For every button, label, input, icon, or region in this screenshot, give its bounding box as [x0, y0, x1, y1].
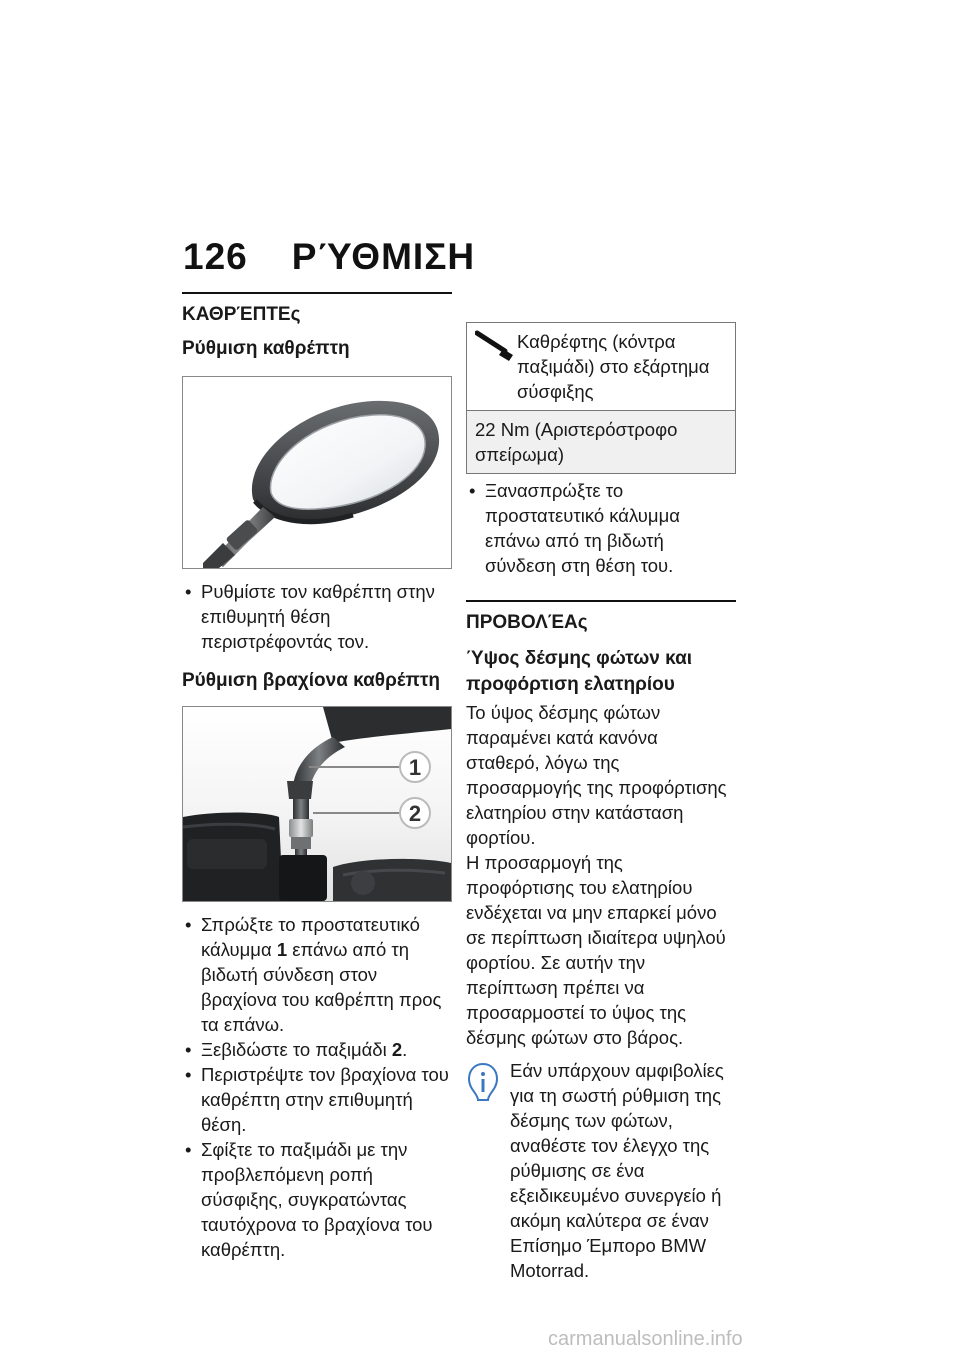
- mirror-illustration: [183, 377, 451, 568]
- left-column: [182, 292, 452, 1262]
- mirror-adjust-steps: [182, 579, 452, 654]
- step-text: Σπρώξτε το προστατευτικό κάλυμμα: [201, 914, 420, 960]
- torque-spec-label-row: [467, 323, 735, 410]
- step-text: Ξεβιδώστε το παξιμάδι: [201, 1039, 392, 1060]
- paragraph-beam-1: Το ύψος δέσμης φώτων παραμένει κατά κανόνα σταθερό, λόγω της προσαρμογής της προφόρτισης ελατηρίου στην κατάσταση φορτίου.: [466, 702, 727, 848]
- list-item: [182, 912, 452, 1037]
- wrench-icon: [475, 329, 515, 363]
- info-note: [466, 1058, 736, 1283]
- reassembly-step: [466, 478, 736, 578]
- step-text: Περιστρέψτε τον βραχίονα του καθρέπτη στην επιθυμητή θέση.: [201, 1064, 449, 1135]
- section-title-mirrors: ΚΑΘΡΈΠΤΕς: [182, 304, 301, 325]
- torque-spec-box: [466, 322, 736, 474]
- subtitle-arm-adjust: Ρύθμιση βραχίονα καθρέπτη: [182, 670, 441, 691]
- section-rule: [466, 600, 736, 602]
- right-column: [466, 322, 736, 1283]
- list-item: [182, 1137, 452, 1262]
- mirror-figure: [182, 376, 452, 569]
- mirror-arm-illustration: [183, 707, 451, 901]
- step-text: .: [402, 1039, 408, 1060]
- callout-label-2: 2: [408, 801, 422, 826]
- mirror-arm-figure: [182, 706, 452, 902]
- callout-label-1: 1: [408, 755, 422, 780]
- paragraph-beam-2: Η προσαρμογή της προφόρτισης του ελατηρίου ενδέχεται να μην επαρκεί μόνο σε περίπτωση ιδιαίτερα υψηλού φορτίου. Σε αυτήν την περίπτωση πρέπει να προσαρμοστεί το ύψος της δέσμης φώτων στο βάρος.: [466, 852, 726, 1048]
- page-header: [183, 236, 475, 278]
- info-icon: [466, 1062, 500, 1102]
- step-ref: 1: [276, 939, 288, 960]
- subtitle-mirror-adjust: Ρύθμιση καθρέπτη: [182, 338, 350, 359]
- arm-adjust-steps: [182, 912, 452, 1262]
- torque-spec-value: 22 Nm (Αριστερόστροφο σπείρωμα): [467, 410, 735, 473]
- list-item: • Ρυθμίστε τον καθρέπτη στην επιθυμητή θέση περιστρέφοντάς τον.: [182, 579, 452, 654]
- section-rule: [182, 292, 452, 294]
- torque-spec-label: Καθρέφτης (κόντρα παξιμάδι) στο εξάρτημα σύσφιξης: [517, 331, 710, 402]
- subtitle-beam-height: Ύψος δέσμης φώτων και προφόρτιση ελατηρίου: [466, 648, 693, 695]
- watermark: carmanualsonline.info: [548, 1328, 743, 1350]
- list-item: [182, 1037, 452, 1062]
- step-ref: 2: [391, 1039, 403, 1060]
- step-text: επάνω από τη βιδωτή σύνδεση στον βραχίονα του καθρέπτη προς τα επάνω.: [201, 939, 442, 1035]
- page-number: 126: [183, 236, 248, 277]
- info-note-text: Εάν υπάρχουν αμφιβολίες για τη σωστή ρύθμιση της δέσμης των φώτων, αναθέστε τον έλεγχο της ρύθμισης σε ένα εξειδικευμένο συνεργείο ή ακόμη καλύτερα σε έναν Επίσημο Έμπορο BMW Motorrad.: [510, 1060, 724, 1281]
- list-item: [182, 1062, 452, 1137]
- section-title-headlight: ΠΡΟΒΟΛΈΑς: [466, 612, 588, 633]
- chapter-title: ΡΎΘΜΙΣΗ: [291, 236, 476, 277]
- list-item: • Ξανασπρώξτε το προστατευτικό κάλυμμα επάνω από τη βιδωτή σύνδεση στη θέση του.: [466, 478, 736, 578]
- step-text: Σφίξτε το παξιμάδι με την προβλεπόμενη ροπή σύσφιξης, συγκρατώντας ταυτόχρονα το βραχίονα του καθρέπτη.: [201, 1139, 433, 1260]
